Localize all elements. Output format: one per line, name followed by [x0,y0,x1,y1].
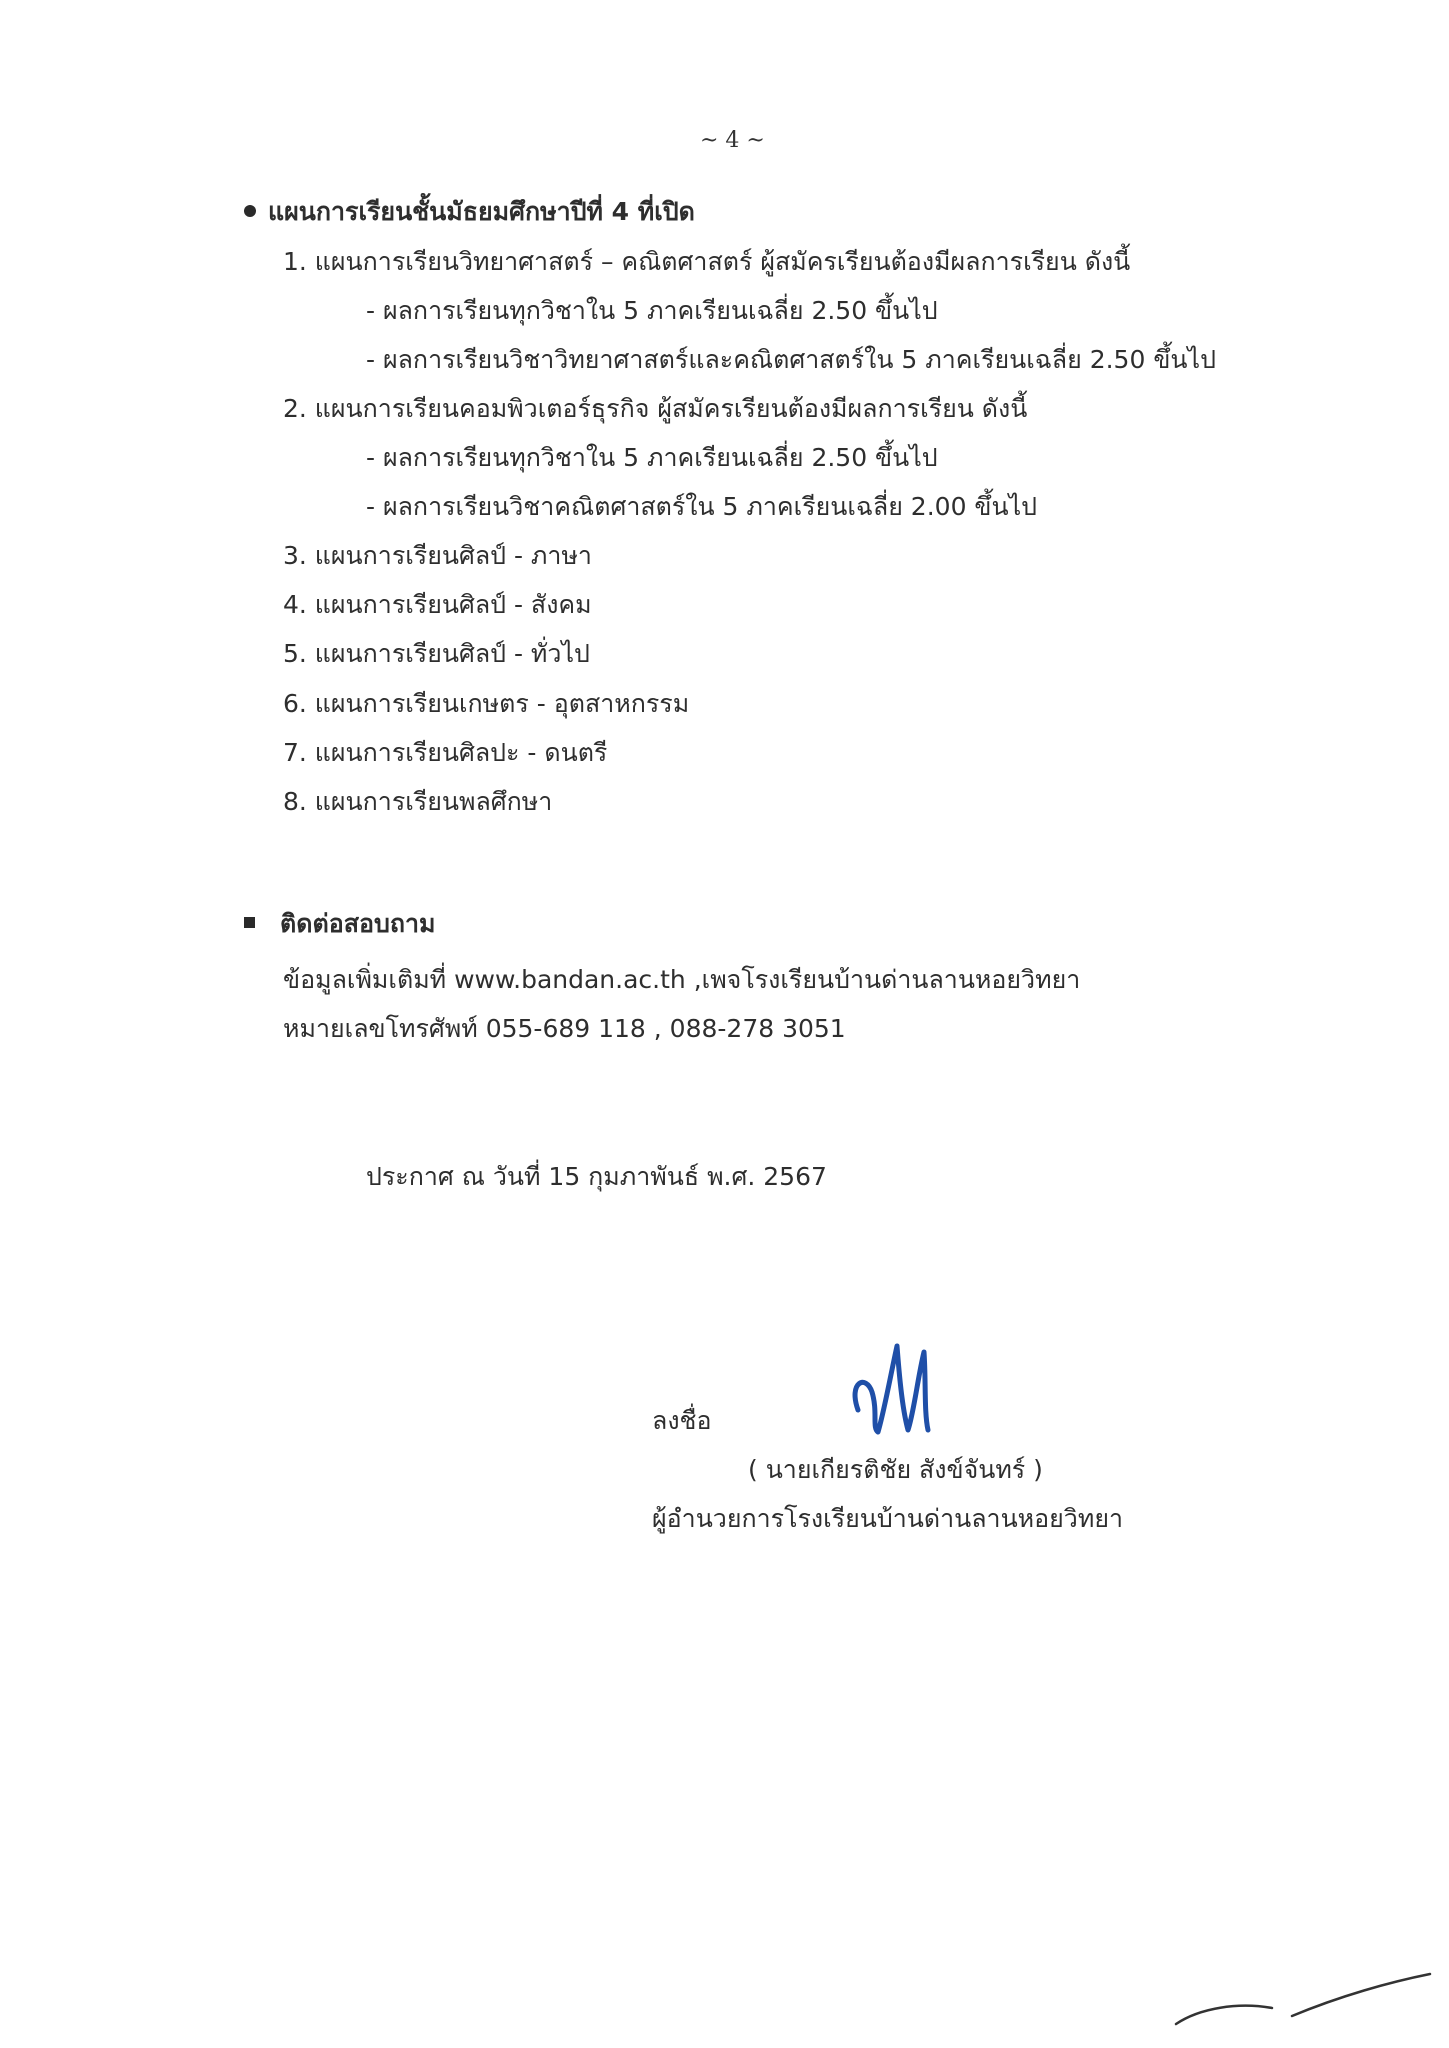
contact-heading: ติดต่อสอบถาม [280,909,436,938]
page-number: ~ 4 ~ [700,128,765,153]
plan-item-2: 2. แผนการเรียนคอมพิวเตอร์ธุรกิจ ผู้สมัครเรียนต้องมีผลการเรียน ดังนี้ [283,394,1028,423]
signatory-position: ผู้อำนวยการโรงเรียนบ้านด่านลานหอยวิทยา [652,1504,1124,1533]
plan-item-6: 6. แผนการเรียนเกษตร - อุตสาหกรรม [283,689,690,718]
bullet-dot-icon [244,205,256,217]
plan-item-4: 4. แผนการเรียนศิลป์ - สังคม [283,590,592,619]
sign-label: ลงชื่อ [652,1406,712,1435]
plan-item-1: 1. แผนการเรียนวิทยาศาสตร์ – คณิตศาสตร์ ผู้สมัครเรียนต้องมีผลการเรียน ดังนี้ [283,247,1131,276]
contact-phone-line: หมายเลขโทรศัพท์ 055-689 118 , 088-278 3051 [283,1014,846,1043]
announcement-date: ประกาศ ณ วันที่ 15 กุมภาพันธ์ พ.ศ. 2567 [366,1162,827,1191]
plan-item-7: 7. แผนการเรียนศิลปะ - ดนตรี [283,738,608,767]
contact-info-line: ข้อมูลเพิ่มเติมที่ www.bandan.ac.th ,เพจโรงเรียนบ้านด่านลานหอยวิทยา [283,965,1081,994]
signatory-name: ( นายเกียรติชัย สังข์จันทร์ ) [748,1455,1043,1484]
plan-item-2-criterion-2: - ผลการเรียนวิชาคณิตศาสตร์ใน 5 ภาคเรียนเฉลี่ย 2.00 ขึ้นไป [366,492,1038,521]
bullet-square-icon [244,917,255,928]
plan-item-3: 3. แผนการเรียนศิลป์ - ภาษา [283,541,592,570]
plan-item-1-criterion-2: - ผลการเรียนวิชาวิทยาศาสตร์และคณิตศาสตร์ใน 5 ภาคเรียนเฉลี่ย 2.50 ขึ้นไป [366,345,1216,374]
plan-item-8: 8. แผนการเรียนพลศึกษา [283,787,553,816]
plan-item-2-criterion-1: - ผลการเรียนทุกวิชาใน 5 ภาคเรียนเฉลี่ย 2.50 ขึ้นไป [366,443,938,472]
plans-heading: แผนการเรียนชั้นมัธยมศึกษาปีที่ 4 ที่เปิด [268,197,695,226]
plan-item-1-criterion-1: - ผลการเรียนทุกวิชาใน 5 ภาคเรียนเฉลี่ย 2.50 ขึ้นไป [366,296,938,325]
plan-item-5: 5. แผนการเรียนศิลป์ - ทั่วไป [283,639,590,668]
